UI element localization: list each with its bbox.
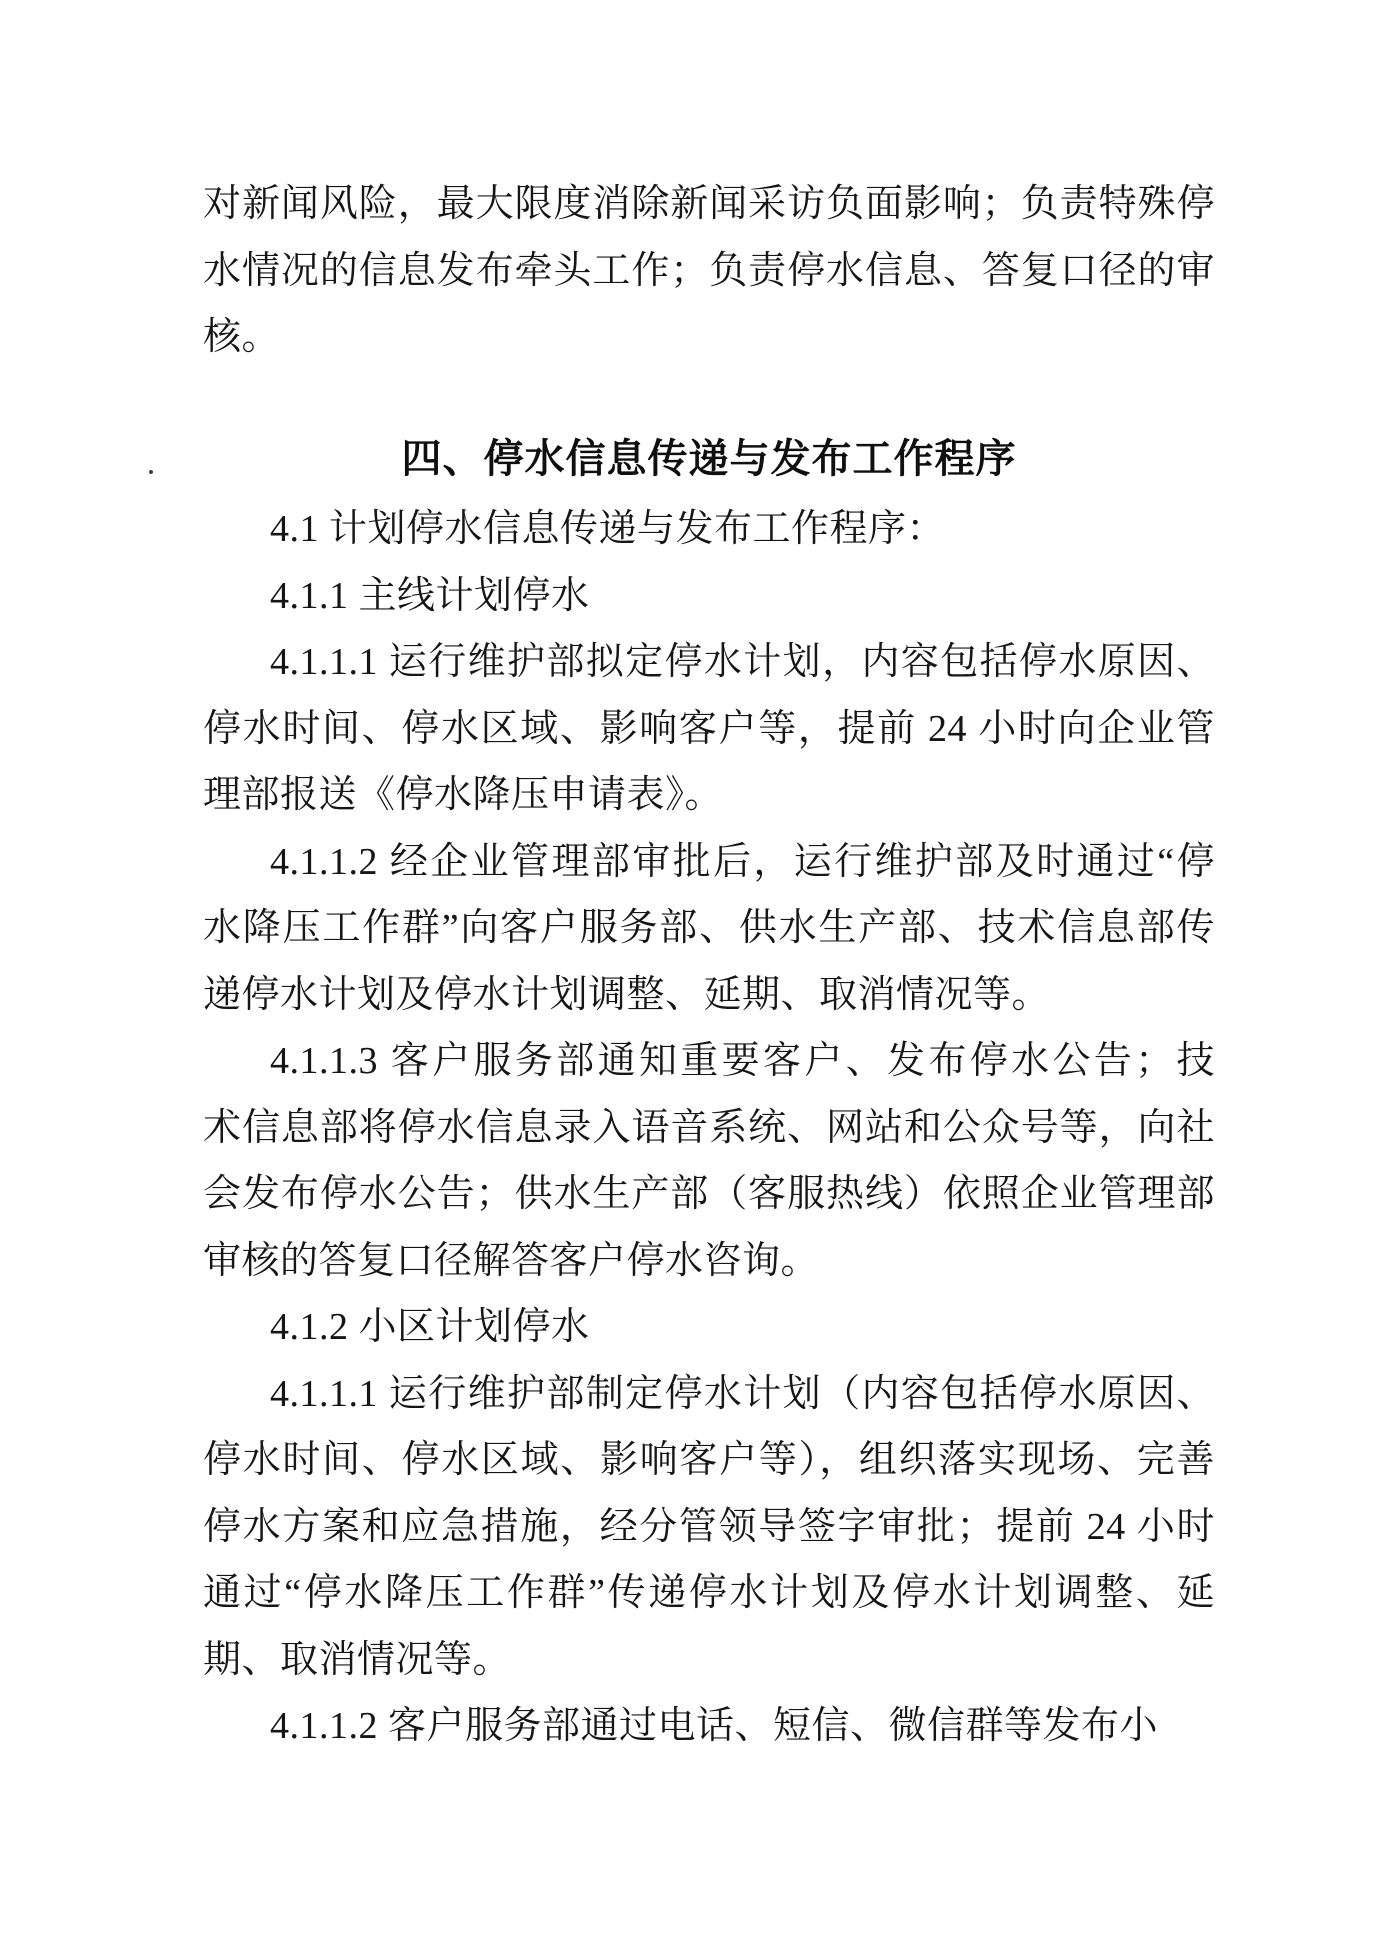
document-line: 期、取消情况等。 xyxy=(203,1638,512,1681)
document-line: 4.1.1.2 客户服务部通过电话、短信、微信群等发布小 xyxy=(270,1705,1159,1747)
document-line: 停水时间、停水区域、影响客户等），组织落实现场、完善 xyxy=(203,1439,1215,1481)
section-heading: 四、停水信息传递与发布工作程序 xyxy=(401,436,1017,481)
document-line: 核。 xyxy=(203,316,281,358)
document-line: 审核的答复口径解答客户停水咨询。 xyxy=(203,1239,820,1282)
document-line: 通过“停水降压工作群”传递停水计划及停水计划调整、延 xyxy=(203,1572,1215,1614)
document-line: 4.1.1.1 运行维护部拟定停水计划，内容包括停水原因、 xyxy=(270,641,1215,683)
document-line: 4.1.1.3 客户服务部通知重要客户、发布停水公告；技 xyxy=(270,1040,1215,1082)
document-line: 水降压工作群”向客户服务部、供水生产部、技术信息部传 xyxy=(203,907,1215,949)
document-line: 4.1.1 主线计划停水 xyxy=(270,574,590,617)
document-line: 4.1 计划停水信息传递与发布工作程序： xyxy=(270,508,946,550)
document-line: 停水时间、停水区域、影响客户等，提前 24 小时向企业管 xyxy=(203,707,1215,750)
ink-speck xyxy=(149,470,153,474)
document-line: 理部报送《停水降压申请表》。 xyxy=(203,774,724,816)
document-line: 4.1.1.2 经企业管理部审批后，运行维护部及时通过“停 xyxy=(270,840,1215,883)
document-content xyxy=(203,171,1215,1760)
document-line: 递停水计划及停水计划调整、延期、取消情况等。 xyxy=(203,973,1051,1016)
document-line: 4.1.1.1 运行维护部制定停水计划（内容包括停水原因、 xyxy=(270,1372,1215,1415)
document-line: 对新闻风险，最大限度消除新闻采访负面影响；负责特殊停 xyxy=(203,183,1215,225)
document-line: 水情况的信息发布牵头工作；负责停水信息、答复口径的审 xyxy=(203,249,1215,292)
document-line: 术信息部将停水信息录入语音系统、网站和公众号等，向社 xyxy=(203,1106,1215,1149)
document-line: 4.1.2 小区计划停水 xyxy=(270,1306,590,1348)
document-line: 会发布停水公告；供水生产部（客服热线）依照企业管理部 xyxy=(203,1173,1215,1215)
document-line: 停水方案和应急措施，经分管领导签字审批；提前 24 小时 xyxy=(203,1505,1215,1548)
